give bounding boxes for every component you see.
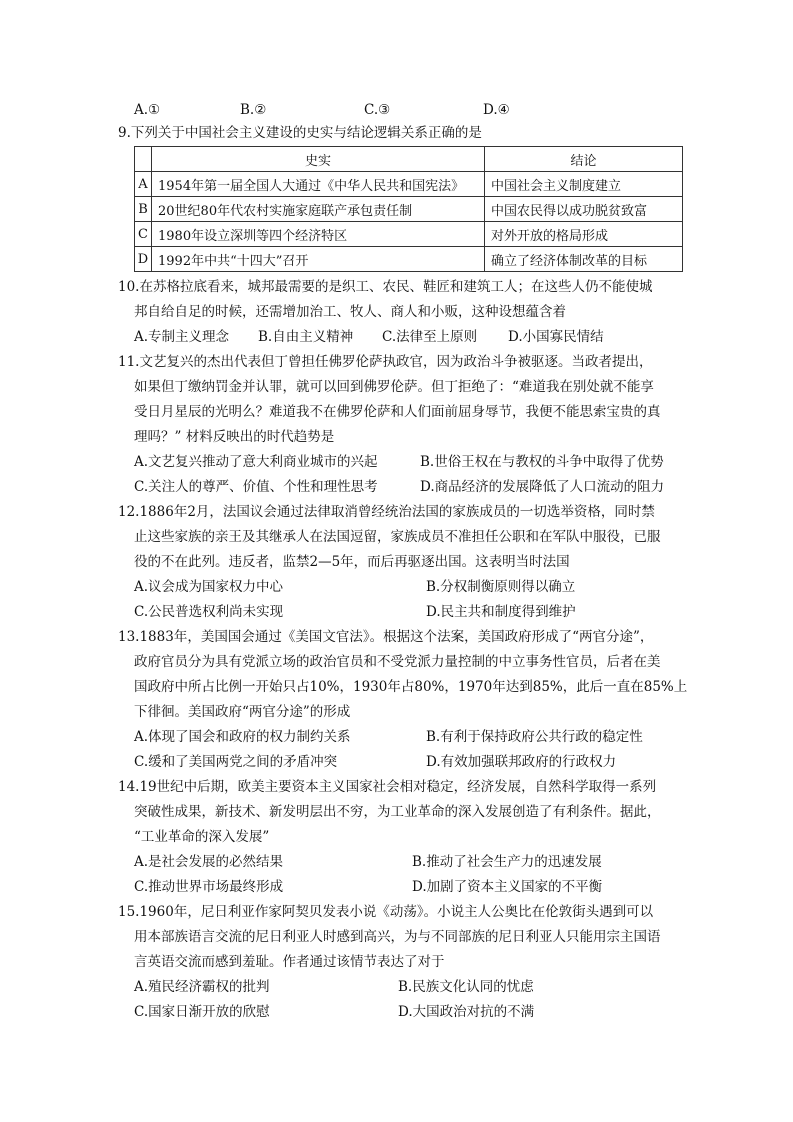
q15-option-a: A.殖民经济霸权的批判 [134,979,270,995]
q13-option-b: B.有利于保持政府公共行政的稳定性 [426,729,643,745]
q13-line-2: 政府官员分为具有党派立场的政治官员和不受党派力量控制的中立事务性官员，后者在美 [134,654,661,670]
q12-line-3: 役的不在此列。违反者，监禁2—5年，而后再驱逐出国。这表明当时法国 [134,554,570,570]
q8-option-a: A.① [134,102,161,118]
row-fact: 20世纪80年代农村实施家庭联产承包责任制 [152,197,485,222]
q15-option-d: D.大国政治对抗的不满 [398,1004,535,1020]
q15-line-1: 15.1960年，尼日利亚作家阿契贝发表小说《动荡》。小说主人公奥比在伦敦街头遇到可以 [118,904,654,920]
q14-option-a: A.是社会发展的必然结果 [134,854,284,870]
table-header-row [135,147,683,172]
q8-option-d: D.④ [483,102,510,118]
q12-option-d: D.民主共和制度得到维护 [426,604,576,620]
row-conclusion: 对外开放的格局形成 [485,222,683,247]
q10-line-1: 10.在苏格拉底看来，城邦最需要的是织工、农民、鞋匠和建筑工人；在这些人仍不能使城 [118,279,653,295]
row-label: A [135,172,152,197]
q9-table [134,146,683,272]
row-conclusion: 中国农民得以成功脱贫致富 [485,197,683,222]
q8-option-c: C.③ [364,102,391,118]
q12-option-c: C.公民普选权利尚未实现 [134,604,284,620]
q11-line-1: 11.文艺复兴的杰出代表但丁曾担任佛罗伦萨执政官，因为政治斗争被驱逐。当政者提出， [118,354,653,370]
q14-option-b: B.推动了社会生产力的迅速发展 [412,854,602,870]
table-row [135,247,683,272]
q9-stem: 9.下列关于中国社会主义建设的史实与结论逻辑关系正确的是 [118,125,482,141]
row-label: C [135,222,152,247]
q15-line-2: 用本部族语言交流的尼日利亚人时感到高兴，为与不同部族的尼日利亚人只能用宗主国语 [134,929,661,945]
table-header-blank [135,147,152,172]
q15-option-c: C.国家日渐开放的欣慰 [134,1004,270,1020]
row-conclusion: 确立了经济体制改革的目标 [485,247,683,272]
q13-line-1: 13.1883年，美国国会通过《美国文官法》。根据这个法案，美国政府形成了“两官分途”， [118,629,654,645]
table-header-fact: 史实 [152,147,485,172]
q14-line-1: 14.19世纪中后期，欧美主要资本主义国家社会相对稳定，经济发展，自然科学取得一系列 [118,779,657,795]
q10-option-a: A.专制主义理念 [134,329,230,345]
q11-option-c: C.关注人的尊严、价值、个性和理性思考 [134,479,378,495]
q10-option-c: C.法律至上原则 [382,329,478,345]
q10-line-2: 邦自给自足的时候，还需增加治工、牧人、商人和小贩，这种设想蕴含着 [134,304,566,320]
q14-line-3: “工业革命的深入发展” [134,829,270,845]
q14-line-2: 突破性成果，新技术、新发明层出不穷，为工业革命的深入发展创造了有利条件。据此， [134,804,661,820]
q12-option-b: B.分权制衡原则得以确立 [426,579,576,595]
row-label: D [135,247,152,272]
q13-line-3: 国政府中所占比例一开始只占10%，1930年占80%，1970年达到85%，此后一直在85%上 [134,679,688,695]
row-fact: 1980年设立深圳等四个经济特区 [152,222,485,247]
q13-line-4: 下徘徊。美国政府“两官分途”的形成 [134,704,351,720]
q8-option-b: B.② [240,102,267,118]
q12-line-2: 止这些家族的亲王及其继承人在法国逗留，家族成员不准担任公职和在军队中服役，已服 [134,529,661,545]
table-row [135,172,683,197]
q11-line-2: 如果但丁缴纳罚金并认罪，就可以回到佛罗伦萨。但丁拒绝了：“难道我在别处就不能享 [134,379,654,395]
row-conclusion: 中国社会主义制度建立 [485,172,683,197]
q15-option-b: B.民族文化认同的忧虑 [398,979,534,995]
q10-option-d: D.小国寡民情结 [508,329,604,345]
q11-line-4: 理吗？” 材料反映出的时代趋势是 [134,429,335,445]
q14-option-d: D.加剧了资本主义国家的不平衡 [412,879,603,895]
q10-option-b: B.自由主义精神 [258,329,354,345]
q13-option-a: A.体现了国会和政府的权力制约关系 [134,729,351,745]
table-row [135,197,683,222]
q13-option-c: C.缓和了美国两党之间的矛盾冲突 [134,754,338,770]
q11-option-d: D.商品经济的发展降低了人口流动的阻力 [420,479,665,495]
q13-option-d: D.有效加强联邦政府的行政权力 [426,754,617,770]
q11-option-b: B.世俗王权在与教权的斗争中取得了优势 [420,454,664,470]
q12-line-1: 12.1886年2月，法国议会通过法律取消曾经统治法国的家族成员的一切选举资格，同时禁 [118,504,655,520]
table-header-conclusion: 结论 [485,147,683,172]
row-fact: 1954年第一届全国人大通过《中华人民共和国宪法》 [152,172,485,197]
q11-option-a: A.文艺复兴推动了意大利商业城市的兴起 [134,454,378,470]
q15-line-3: 言英语交流而感到羞耻。作者通过该情节表达了对于 [134,954,445,970]
q12-option-a: A.议会成为国家权力中心 [134,579,284,595]
row-fact: 1992年中共“十四大”召开 [152,247,485,272]
table-row [135,222,683,247]
q14-option-c: C.推动世界市场最终形成 [134,879,284,895]
q11-line-3: 受日月星辰的光明么？难道我不在佛罗伦萨和人们面前屈身辱节，我便不能思索宝贵的真 [134,404,661,420]
row-label: B [135,197,152,222]
